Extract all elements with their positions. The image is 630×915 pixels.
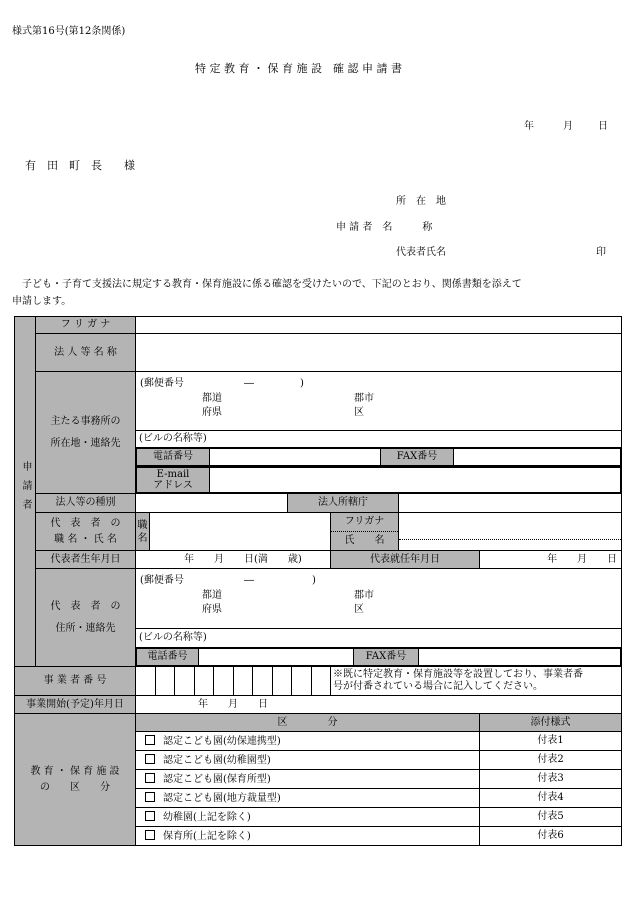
attachment-4: 付表4	[480, 789, 622, 808]
label-representative: 代表者氏名	[396, 247, 446, 258]
category-row-3[interactable]: 認定こども園(保育所型)	[136, 770, 480, 789]
category-row-6[interactable]: 保育所(上記を除く)	[136, 827, 480, 846]
intro-text-line2: 申請します。	[12, 296, 72, 307]
page-title: 特 定 教 育 ・ 保 育 施 設 確 認 申 請 書	[195, 62, 402, 75]
furigana-field[interactable]	[136, 317, 622, 334]
corp-office-field[interactable]	[399, 494, 622, 513]
rep-contact-row	[136, 648, 622, 667]
label-business-number: 事 業 者 番 号	[15, 667, 136, 696]
label-rep-title-name: 代 表 者 の 職 名 ・ 氏 名	[36, 513, 136, 551]
application-table	[14, 316, 622, 846]
col-header-category: 区 分	[136, 714, 480, 732]
category-row-2[interactable]: 認定こども園(幼稚園型)	[136, 751, 480, 770]
business-number-boxes[interactable]	[136, 667, 331, 696]
label-applicant-name: 申 請 者 名 称	[336, 222, 433, 233]
checkbox-icon[interactable]	[145, 792, 155, 802]
label-rep-fax: FAX番号	[354, 649, 419, 666]
date-year-label: 年	[524, 121, 534, 132]
category-row-4[interactable]: 認定こども園(地方裁量型)	[136, 789, 480, 808]
label-corp-name: 法 人 等 名 称	[36, 334, 136, 372]
checkbox-icon[interactable]	[145, 754, 155, 764]
label-business-start: 事業開始(予定)年月日	[15, 696, 136, 714]
label-main-office: 主たる事務所の 所在地・連絡先	[36, 372, 136, 494]
business-start-field[interactable]: 年 月 日	[136, 696, 622, 714]
label-rep-furigana-name: フリガナ 氏 名	[331, 513, 399, 551]
rep-start-field[interactable]: 年 月 日	[480, 551, 622, 569]
seal-mark: 印	[596, 247, 606, 258]
phone-field[interactable]	[210, 449, 381, 466]
date-day-label: 日	[598, 121, 608, 132]
attachment-2: 付表2	[480, 751, 622, 770]
checkbox-icon[interactable]	[145, 830, 155, 840]
form-number: 様式第16号(第12条関係)	[12, 26, 126, 37]
main-office-address-field[interactable]: (郵便番号 ― ) 都道 府県 郡市 区	[136, 372, 622, 431]
label-rep-birth: 代表者生年月日	[36, 551, 136, 569]
label-phone: 電話番号	[137, 449, 210, 466]
main-office-email-row	[136, 467, 622, 494]
label-furigana: フ リ ガ ナ	[36, 317, 136, 334]
label-shoku: 職 名	[136, 513, 150, 551]
rep-birth-field[interactable]: 年 月 日(満 歳)	[136, 551, 331, 569]
rep-title-field[interactable]	[150, 513, 331, 551]
label-rep-phone: 電話番号	[137, 649, 199, 666]
intro-text-line1: 子ども・子育て支援法に規定する教育・保育施設に係る確認を受けたいので、下記のとおり、関係書類を添えて	[22, 279, 522, 290]
label-corp-office: 法人所轄庁	[288, 494, 399, 513]
fax-field[interactable]	[454, 449, 621, 466]
corp-name-field[interactable]	[136, 334, 622, 372]
label-facility-category: 教 育 ・ 保 育 施 設 の 区 分	[15, 714, 136, 846]
category-row-1[interactable]: 認定こども園(幼保連携型)	[136, 732, 480, 751]
attachment-5: 付表5	[480, 808, 622, 827]
main-office-building[interactable]: (ビルの名称等)	[136, 431, 622, 448]
attachment-3: 付表3	[480, 770, 622, 789]
rep-address-field[interactable]: (郵便番号 ― ) 都道 府県 郡市 区	[136, 569, 622, 629]
rep-fax-field[interactable]	[419, 649, 621, 666]
checkbox-icon[interactable]	[145, 811, 155, 821]
checkbox-icon[interactable]	[145, 735, 155, 745]
label-corp-type: 法人等の種別	[36, 494, 136, 513]
checkbox-icon[interactable]	[145, 773, 155, 783]
label-fax: FAX番号	[381, 449, 454, 466]
rep-building[interactable]: (ビルの名称等)	[136, 629, 622, 648]
col-header-attachment: 添付様式	[480, 714, 622, 732]
email-field[interactable]	[210, 468, 621, 493]
business-number-note: ※既に特定教育・保育施設等を設置しており、事業者番 号が付番されている場合に記入してください。	[331, 667, 622, 696]
corp-type-field[interactable]	[136, 494, 288, 513]
label-rep-start: 代表就任年月日	[331, 551, 480, 569]
attachment-6: 付表6	[480, 827, 622, 846]
category-row-5[interactable]: 幼稚園(上記を除く)	[136, 808, 480, 827]
addressee: 有 田 町 長 様	[25, 159, 135, 172]
rep-name-field[interactable]	[399, 513, 622, 551]
rep-phone-field[interactable]	[199, 649, 354, 666]
attachment-1: 付表1	[480, 732, 622, 751]
date-month-label: 月	[563, 121, 573, 132]
label-email: E-mail アドレス	[137, 468, 210, 493]
label-rep-address: 代 表 者 の 住所・連絡先	[36, 569, 136, 667]
main-office-contact-row	[136, 448, 622, 467]
applicant-section-label: 申請者	[15, 317, 36, 667]
label-address: 所 在 地	[396, 196, 446, 207]
